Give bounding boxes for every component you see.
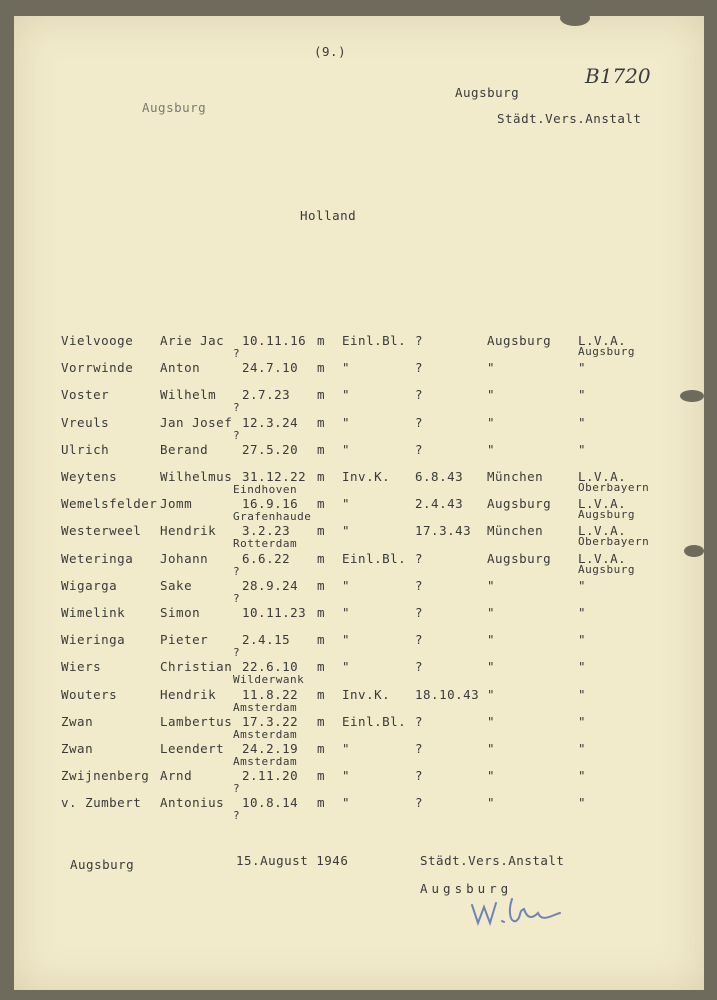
table-row [0,687,717,713]
cell-place: Augsburg [487,496,552,512]
cell-first: Wilhelm [160,387,217,403]
cell-sex: m [317,605,326,620]
cell-ref: ? [415,768,424,784]
table-row [0,496,717,522]
cell-doc: " [342,795,351,811]
cell-office: " [578,659,587,675]
cell-sex: m [317,387,326,403]
cell-first: Simon [160,605,201,620]
cell-name: Vreuls [61,414,110,430]
cell-date: 10.11.16 [242,333,307,348]
cell-sex: m [317,414,326,430]
cell-name: Wimelink [61,605,126,620]
cell-date: 27.5.20 [242,441,299,457]
cell-ref: ? [415,632,424,648]
cell-first: Arie Jac [160,333,225,348]
cell-doc: Inv.K. [342,469,391,484]
cell-note: ? [233,646,241,660]
cell-name: Zwan [61,713,94,729]
cell-ref: 2.4.43 [415,496,464,512]
table-row [0,387,717,413]
cell-name: Vielvooge [61,333,134,348]
table-row [0,415,717,441]
cell-doc: " [342,360,351,376]
table-row [0,605,717,631]
cell-office: " [578,577,587,593]
cell-sex: m [317,469,326,484]
document-title: Holland [300,208,357,223]
cell-office: " [578,605,587,620]
cell-place: Augsburg [487,550,552,566]
cell-first: Pieter [160,632,209,648]
cell-sex: m [317,795,326,811]
cell-note: ? [233,564,241,578]
cell-place: " [487,632,496,648]
cell-office-sub: Augsburg [578,562,635,576]
cell-doc: Einl.Bl. [342,550,407,566]
cell-note: ? [233,347,241,360]
cell-office: L.V.A. [578,333,627,348]
cell-doc: Einl.Bl. [342,333,407,348]
cell-sex: m [317,360,326,376]
cell-date: 24.2.19 [242,741,299,756]
cell-date: 28.9.24 [242,577,299,593]
cell-doc: Inv.K. [342,686,391,702]
cell-sex: m [317,686,326,702]
footer-institution: Städt.Vers.Anstalt [420,853,565,868]
cell-doc: " [342,441,351,457]
header-institution: Städt.Vers.Anstalt [497,111,642,126]
cell-name: Wiers [61,659,102,675]
cell-doc: " [342,496,351,512]
cell-first: Hendrik [160,523,217,539]
header-place-left: Augsburg [142,100,207,115]
cell-sex: m [317,659,326,675]
cell-sex: m [317,768,326,784]
cell-doc: " [342,414,351,430]
cell-name: Voster [61,387,110,403]
cell-office: L.V.A. [578,496,627,512]
table-row [0,741,717,767]
cell-doc: " [342,632,351,648]
cell-sex: m [317,741,326,756]
table-row [0,714,717,740]
cell-ref: 18.10.43 [415,686,480,702]
cell-date: 2.7.23 [242,387,291,403]
footer-date: 15.August 1946 [236,853,349,868]
cell-place: " [487,577,496,593]
table-row [0,442,717,468]
cell-ref: ? [415,333,424,348]
cell-note: Grafenhaude [233,510,312,524]
cell-place: " [487,768,496,784]
cell-doc: " [342,659,351,675]
footer-place: Augsburg [70,857,135,872]
table-row [0,795,717,821]
cell-note: ? [233,809,241,823]
cell-doc: " [342,768,351,784]
table-row [0,360,717,386]
cell-first: Leendert [160,741,225,756]
table-row [0,632,717,658]
cell-place: Augsburg [487,333,552,348]
cell-office: " [578,768,587,784]
cell-name: Wigarga [61,577,118,593]
cell-doc: Einl.Bl. [342,713,407,729]
cell-ref: ? [415,360,424,376]
cell-ref: ? [415,795,424,811]
cell-date: 10.11.23 [242,605,307,620]
cell-office: " [578,414,587,430]
cell-first: Sake [160,577,193,593]
cell-first: Wilhelmus [160,469,233,484]
cell-name: Vorrwinde [61,360,134,376]
cell-place: " [487,360,496,376]
cell-place: München [487,469,544,484]
cell-first: Arnd [160,768,193,784]
cell-sex: m [317,550,326,566]
cell-first: Jan Josef [160,414,233,430]
cell-office: " [578,686,587,702]
cell-ref: ? [415,713,424,729]
cell-first: Jomm [160,496,193,512]
page-number: (9.) [314,44,347,59]
cell-first: Anton [160,360,201,376]
cell-ref: ? [415,387,424,403]
cell-name: Wouters [61,686,118,702]
table-row [0,578,717,604]
cell-doc: " [342,577,351,593]
cell-first: Lambertus [160,713,233,729]
cell-note: Amsterdam [233,755,298,768]
cell-first: Christian [160,659,233,675]
cell-office: " [578,713,587,729]
cell-name: Weytens [61,469,118,484]
cell-note: ? [233,782,241,796]
table-row [0,659,717,685]
paper-damage [560,10,590,26]
table-row [0,523,717,549]
cell-name: v. Zumbert [61,795,142,811]
cell-date: 16.9.16 [242,496,299,512]
cell-first: Hendrik [160,686,217,702]
cell-date: 2.4.15 [242,632,291,648]
cell-sex: m [317,577,326,593]
signature [468,893,568,933]
cell-ref: 6.8.43 [415,469,464,484]
cell-name: Westerweel [61,523,142,539]
cell-name: Wemelsfelder [61,496,158,512]
cell-ref: ? [415,414,424,430]
cell-date: 12.3.24 [242,414,299,430]
cell-office-sub: Oberbayern [578,535,650,549]
cell-place: München [487,523,544,539]
cell-doc: " [342,605,351,620]
cell-name: Weteringa [61,550,134,566]
cell-note: ? [233,591,241,605]
cell-ref: ? [415,550,424,566]
cell-place: " [487,441,496,457]
cell-name: Zwan [61,741,94,756]
cell-first: Johann [160,550,209,566]
cell-doc: " [342,523,351,539]
cell-office-sub: Augsburg [578,345,635,358]
cell-date: 22.6.10 [242,659,299,675]
cell-sex: m [317,333,326,348]
cell-note: ? [233,428,241,442]
cell-office: L.V.A. [578,469,627,484]
cell-place: " [487,387,496,403]
cell-place: " [487,605,496,620]
cell-office: " [578,360,587,376]
cell-ref: ? [415,659,424,675]
cell-office: " [578,741,587,756]
cell-first: Antonius [160,795,225,811]
cell-date: 2.11.20 [242,768,299,784]
cell-date: 17.3.22 [242,713,299,729]
cell-date: 6.6.22 [242,550,291,566]
cell-sex: m [317,496,326,512]
cell-office-sub: Augsburg [578,508,635,522]
cell-sex: m [317,441,326,457]
cell-place: " [487,795,496,811]
cell-office: " [578,632,587,648]
cell-ref: ? [415,741,424,756]
cell-name: Ulrich [61,441,110,457]
cell-ref: 17.3.43 [415,523,472,539]
table-row [0,469,717,495]
cell-note: Rotterdam [233,537,298,551]
cell-place: " [487,414,496,430]
table-row [0,768,717,794]
cell-doc: " [342,387,351,403]
cell-office: " [578,441,587,457]
cell-ref: ? [415,577,424,593]
cell-note: Amsterdam [233,727,298,741]
cell-sex: m [317,713,326,729]
cell-date: 24.7.10 [242,360,299,376]
cell-ref: ? [415,441,424,457]
cell-place: " [487,686,496,702]
cell-office-sub: Oberbayern [578,481,650,494]
footer-city: Augsburg [420,881,513,896]
cell-date: 3.2.23 [242,523,291,539]
cell-name: Wieringa [61,632,126,648]
cell-first: Berand [160,441,209,457]
cell-note: Wilderwank [233,673,305,687]
cell-place: " [487,741,496,756]
cell-note: Amsterdam [233,700,298,714]
header-place-right: Augsburg [455,85,520,100]
cell-note: Eindhoven [233,483,298,496]
cell-note: ? [233,401,241,415]
cell-name: Zwijnenberg [61,768,150,784]
cell-place: " [487,659,496,675]
cell-doc: " [342,741,351,756]
cell-office: " [578,795,587,811]
cell-date: 11.8.22 [242,686,299,702]
cell-date: 31.12.22 [242,469,307,484]
cell-sex: m [317,523,326,539]
cell-office: L.V.A. [578,550,627,566]
cell-office: L.V.A. [578,523,627,539]
cell-sex: m [317,632,326,648]
cell-date: 10.8.14 [242,795,299,811]
cell-office: " [578,387,587,403]
cell-place: " [487,713,496,729]
table-row [0,551,717,577]
table-row [0,333,717,359]
archive-number: B1720 [585,64,651,88]
cell-ref: ? [415,605,424,620]
